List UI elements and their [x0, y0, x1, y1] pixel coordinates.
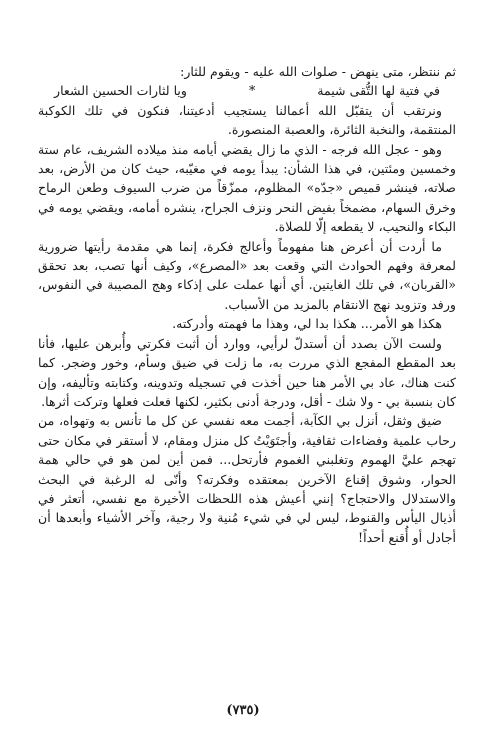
verse-separator: * — [248, 83, 256, 99]
poem-verse — [38, 81, 456, 100]
paragraph-3: ما أردت أن أعرض هنا مفهوماً وأعالج فكرة، إنما هي مقدمة رأيتها ضرورية لمعرفة وفهم الحوادث التي وقعت بعد «المصرع»، وكيف أنها تصب، بعد تحقق «القربان»، في تلك الغايتين. أي أنها عملت على إذكاء وهج المصيبة في النفوس، ورفد وتزويد نهج الانتقام بالمزيد من الأسباب. — [38, 238, 456, 312]
paragraph-5: ولست الآن بصدد أن أستدلّ لرأيي، ووارد أن أثبت فكرتي وأُبرهن عليها، فأنا بعد المقطع المفجع الذي مررت به، ما زلت في ضيق وسأم، وخور وضجر. كما كنت هناك، عاد بي الأمر هنا حين أخذت في تسجيله وتدوينه، وكتابته وتأليفه، وإن كان بنسبة بي - ولا شك - أقل، ودرجة أدنى بكثير، لكنها فعلت فعلها وتركت أثرها. — [38, 335, 456, 409]
paragraph-2: وهو - عجل الله فرجه - الذي ما زال يقضي أيامه منذ ميلاده الشريف، عام ستة وخمسين ومئتين، في هذا الشأن: يبدأ يومه في مغيّبه، حيث كان من الأرض، بعد صلاته، فينشر قميص «جدّه» المظلوم، ممزّقاً من ضرب السيوف وطعن الرماح وخرق السهام، مضمخاً بفيض النحر ونزف الجراح، ينشره أمامه، ويقضي يومه في البكاء والنحيب، لا يقطعه إلّا للصلاة. — [38, 141, 456, 235]
verse-second-hemistich: ويا لثارات الحسين الشعار — [54, 83, 188, 99]
body-text — [38, 62, 456, 547]
paragraph-intro: ثم ننتظر، متى ينهض - صلوات الله عليه - ويقوم للثار: — [180, 64, 456, 79]
page-number: (٧٣٥) — [226, 703, 260, 718]
verse-first-hemistich: في فتية لها التُّقى شيمة — [317, 83, 440, 99]
paragraph-4: هكذا هو الأمر... هكذا بدا لي، وهذا ما فهمته وأدركته. — [172, 316, 442, 332]
paragraph-1: ونرتقب أن يتقبّل الله أعمالنا يستجيب أدعيتنا، فنكون في تلك الكوكبة المنتقمة، والنخبة الثائرة، والعصبة المنصورة. — [38, 102, 456, 138]
paragraph-6: ضيق وثقل، أنزل بي الكآبة، أجمت معه نفسي عن كل ما تأنس به وتهواه، من رحاب علمية وفضاءات ثقافية، وأجتَوَيْتُ كل منزل ومقام، لا أستقر في مكان حتى تهجم عليَّ الهموم وتغلبني الغموم فأرتحل... فمن أين لمن هو في حالي همة الحوار، وشوق إقناع الآخرين بمعتقده وفكرته؟ وأنّى له الرغبة في البحث والاستدلال والاحتجاج؟ إنني أعيش هذه اللحظات الأخيرة مع نفسي، أتعثر في أذيال اليأس والقنوط، ليس لي في شيء مُنية ولا رجية، وآخر الأشياء وأبعدها أن أجادل أو أُقنع أحداً! — [38, 413, 456, 545]
